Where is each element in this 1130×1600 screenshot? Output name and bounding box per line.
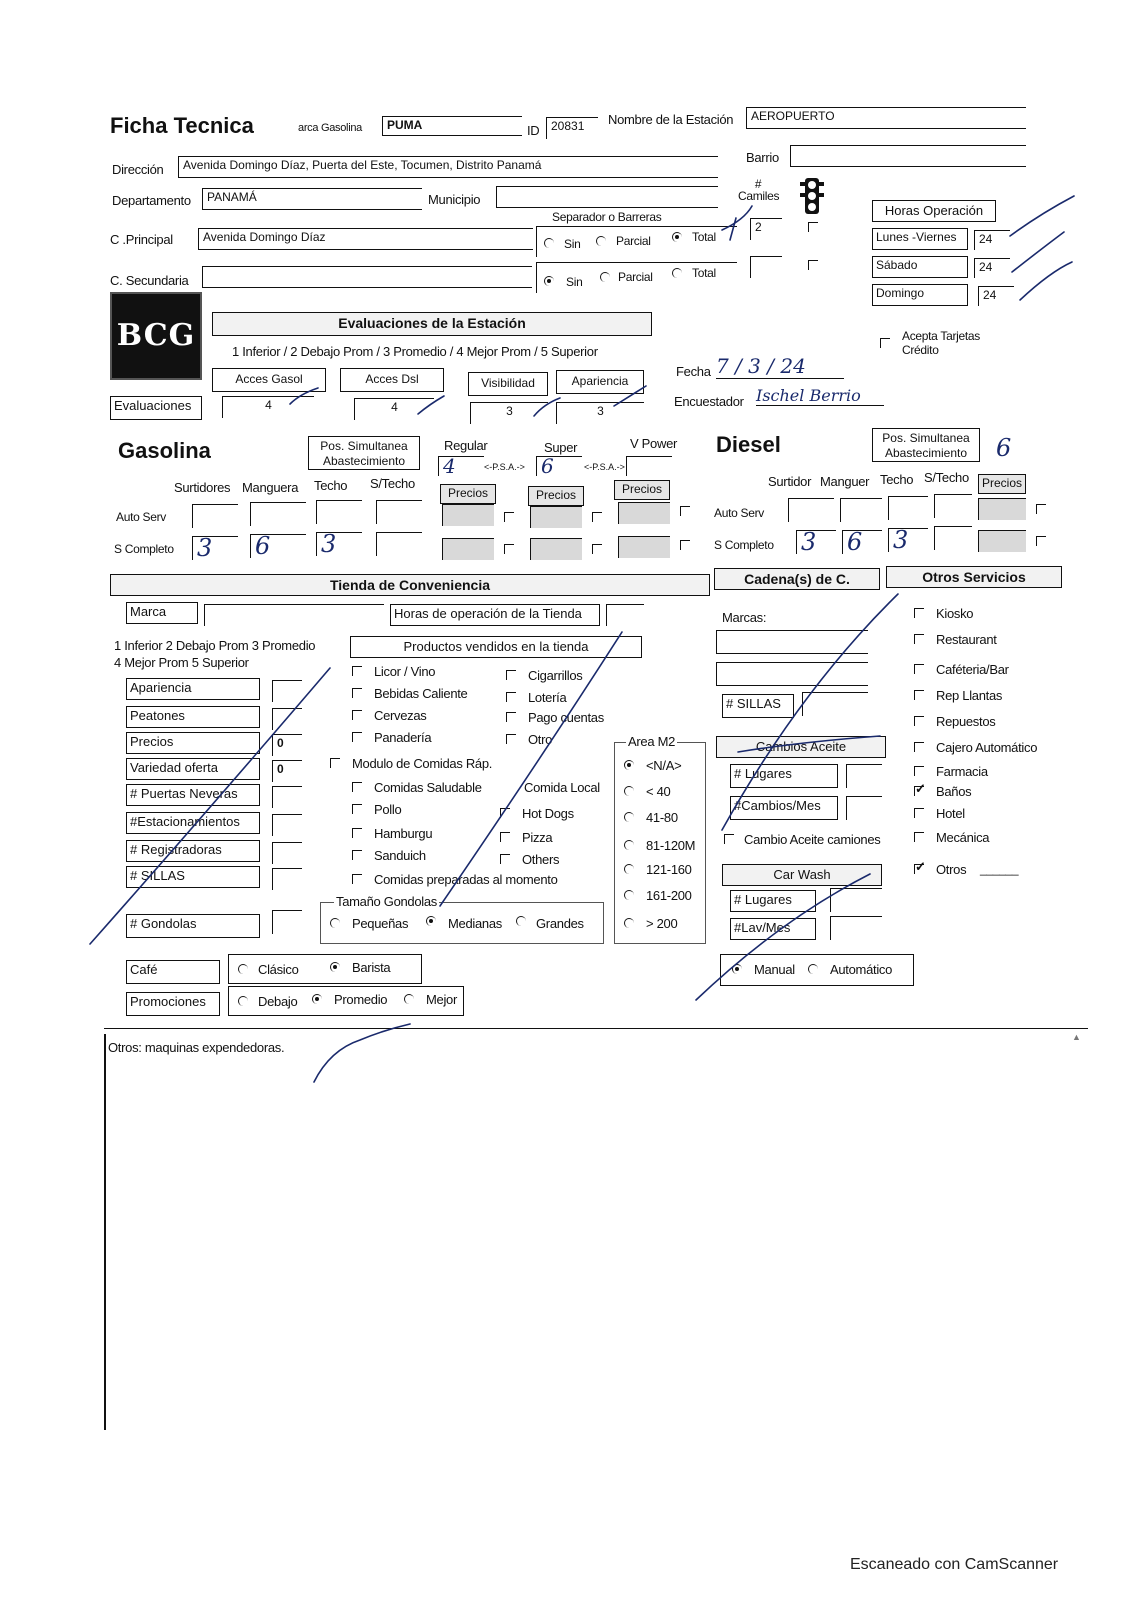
- camiles-label: # Camiles: [738, 177, 780, 203]
- cafe-barista-radio[interactable]: [330, 962, 340, 972]
- tienda-row-label: # SILLAS: [126, 866, 260, 888]
- carwash-automatico-label: Automático: [830, 962, 893, 977]
- tamano-grandes-radio[interactable]: [516, 916, 526, 926]
- sep1-total-radio[interactable]: [672, 232, 682, 242]
- sabado-field[interactable]: 24: [974, 258, 1010, 278]
- gas-techo-label: Techo: [314, 478, 348, 493]
- producto-checkbox[interactable]: [352, 710, 362, 720]
- comida-label: Pollo: [374, 802, 402, 817]
- vpower-pos-field[interactable]: [626, 456, 672, 476]
- tienda-row-value[interactable]: [272, 842, 302, 864]
- super-label: Super: [544, 440, 578, 455]
- productos-header: Productos vendidos en la tienda: [350, 636, 642, 658]
- gas-sc-precio-regular[interactable]: [442, 538, 494, 560]
- gas-sc-techo-value: 3: [321, 530, 337, 558]
- otros-servicio-checkbox[interactable]: [914, 608, 924, 618]
- cadenas-sillas-field[interactable]: [802, 692, 868, 716]
- tienda-row-value[interactable]: [272, 868, 302, 890]
- carwash-automatico-radio[interactable]: [808, 964, 818, 974]
- area-option-label: 121-160: [646, 862, 692, 877]
- direccion-label: Dirección: [112, 162, 164, 177]
- tienda-row-label: Variedad oferta: [126, 758, 260, 780]
- comida-label: Others: [522, 852, 560, 867]
- dsl-sc-techo-value: 3: [893, 526, 909, 554]
- aceite-cambios-mes-field[interactable]: [846, 796, 882, 820]
- tienda-row-value[interactable]: [272, 708, 302, 730]
- comida-label: Comidas Saludable: [374, 780, 482, 795]
- dsl-sc-stecho[interactable]: [934, 526, 972, 550]
- tienda-row-value[interactable]: [272, 814, 302, 836]
- promo-promedio-radio[interactable]: [312, 994, 322, 1004]
- comida-checkbox[interactable]: [500, 808, 510, 818]
- gas-sc-techo[interactable]: [316, 532, 362, 556]
- car-wash-header: Car Wash: [722, 864, 882, 886]
- gas-sc-vpower-checkbox[interactable]: [680, 540, 690, 550]
- comida-local-label: Comida Local: [524, 780, 600, 795]
- producto-label: Cigarrillos: [528, 668, 583, 683]
- evaluaciones-label: Evaluaciones: [110, 396, 202, 420]
- tamano-pequenas-label: Pequeñas: [352, 916, 409, 931]
- cafe-clasico-radio[interactable]: [238, 964, 248, 974]
- cafe-label: Café: [126, 960, 220, 984]
- sep1-sin-label: Sin: [564, 237, 581, 251]
- barrio-label: Barrio: [746, 150, 779, 165]
- tarjetas-line-2: Crédito: [902, 343, 939, 357]
- dsl-auto-checkbox[interactable]: [1036, 504, 1046, 514]
- comida-checkbox[interactable]: [352, 804, 362, 814]
- area-option-label: 161-200: [646, 888, 692, 903]
- sep1-parcial-radio[interactable]: [596, 236, 606, 246]
- tamano-grandes-label: Grandes: [536, 916, 584, 931]
- departamento-label: Departamento: [112, 193, 191, 208]
- tarjetas-line-1: Acepta Tarjetas: [902, 329, 980, 343]
- otros-servicios-header: Otros Servicios: [886, 566, 1062, 588]
- c-principal-field[interactable]: Avenida Domingo Díaz: [198, 228, 533, 250]
- gas-auto-stecho[interactable]: [376, 500, 422, 524]
- otros-servicio-label: Rep Llantas: [936, 688, 1003, 703]
- c-secundaria-label: C. Secundaria: [110, 273, 189, 288]
- dsl-auto-serv-label: Auto Serv: [714, 506, 764, 520]
- acepta-tarjetas-checkbox[interactable]: [880, 338, 890, 348]
- comida-label: Comidas preparadas al momento: [374, 872, 558, 887]
- dsl-auto-techo[interactable]: [888, 496, 928, 520]
- area-option-label: > 200: [646, 916, 678, 931]
- comida-checkbox[interactable]: [352, 874, 362, 884]
- cafe-barista-label: Barista: [352, 960, 391, 975]
- producto-label: Otro: [528, 732, 553, 747]
- gas-surtidores-label: Surtidores: [174, 480, 231, 495]
- gas-auto-surtidores[interactable]: [192, 504, 238, 528]
- domingo-label: Domingo: [872, 284, 968, 306]
- carwash-lav-mes-label: #Lav/Mes: [730, 918, 816, 940]
- super-pos-value: 6: [541, 454, 554, 478]
- otros-servicio-label: Kiosko: [936, 606, 974, 621]
- otros-servicio-label: Baños: [936, 784, 972, 799]
- dsl-auto-surtidor[interactable]: [788, 498, 834, 522]
- producto-checkbox[interactable]: [506, 670, 516, 680]
- regular-pos-field[interactable]: [438, 456, 484, 476]
- cadenas-header: Cadena(s) de C.: [714, 568, 880, 590]
- dsl-pos-line-1: Pos. Simultanea: [882, 431, 970, 445]
- tienda-marca-field[interactable]: [204, 604, 384, 626]
- comidas-modulo-checkbox[interactable]: [330, 758, 340, 768]
- carwash-lav-mes-field[interactable]: [830, 916, 882, 940]
- gasolina-title: Gasolina: [118, 438, 211, 463]
- gas-sc-surtidores[interactable]: [192, 536, 238, 560]
- camiles-field-1[interactable]: 2: [750, 218, 782, 240]
- tienda-marca-label: Marca: [126, 602, 198, 624]
- tienda-row-label: Apariencia: [126, 678, 260, 700]
- tienda-header: Tienda de Conveniencia: [110, 574, 710, 596]
- producto-checkbox[interactable]: [352, 732, 362, 742]
- direccion-field[interactable]: Avenida Domingo Díaz, Puerta del Este, Tocumen, Distrito Panamá: [178, 156, 718, 178]
- area-option-radio[interactable]: [624, 864, 634, 874]
- otros-servicio-label: Repuestos: [936, 714, 996, 729]
- dsl-sc-surtidor-value: 3: [801, 528, 817, 556]
- acces-gasol-header: Acces Gasol: [212, 368, 326, 392]
- tamano-medianas-radio[interactable]: [426, 916, 436, 926]
- aceite-camiones-checkbox[interactable]: [724, 834, 734, 844]
- promo-promedio-label: Promedio: [334, 992, 388, 1007]
- gondolas-label: # Gondolas: [126, 914, 260, 938]
- cadenas-marcas-label: Marcas:: [722, 610, 767, 625]
- sep1-total-label: Total: [692, 230, 716, 244]
- semaforo-checkbox-2[interactable]: [808, 260, 818, 270]
- cafe-clasico-label: Clásico: [258, 962, 299, 977]
- apariencia-field[interactable]: 3: [556, 402, 644, 424]
- area-option-radio[interactable]: [624, 760, 634, 770]
- comidas-modulo-label: Modulo de Comidas Ráp.: [352, 756, 493, 771]
- otros-servicio-checkbox[interactable]: [914, 634, 924, 644]
- sabado-label: Sábado: [872, 256, 968, 278]
- area-option-label: < 40: [646, 784, 671, 799]
- gas-sc-manguera[interactable]: [250, 534, 306, 558]
- area-option-radio[interactable]: [624, 786, 634, 796]
- dsl-manguer-label: Manguer: [820, 474, 870, 489]
- sep2-sin-label: Sin: [566, 275, 583, 289]
- bcg-logo: [110, 292, 202, 380]
- dsl-auto-stecho[interactable]: [934, 494, 972, 518]
- otros-servicio-label: Hotel: [936, 806, 965, 821]
- tienda-row-value[interactable]: [272, 680, 302, 702]
- notes-left-border: [104, 1034, 106, 1430]
- gas-auto-precio-vpower[interactable]: [618, 502, 670, 524]
- vpower-label: V Power: [630, 436, 678, 451]
- acces-dsl-field[interactable]: 4: [354, 398, 434, 420]
- area-option-label: 41-80: [646, 810, 678, 825]
- gas-manguera-label: Manguera: [242, 480, 299, 495]
- tienda-row-label: #Estacionamientos: [126, 812, 260, 834]
- gas-auto-precio-regular[interactable]: [442, 504, 494, 526]
- tienda-row-label: Precios: [126, 732, 260, 754]
- otros-servicio-checkbox[interactable]: [914, 832, 924, 842]
- area-option-label: <N/A>: [646, 758, 682, 773]
- visibilidad-field[interactable]: 3: [470, 402, 548, 424]
- comida-label: Sanduich: [374, 848, 426, 863]
- sep2-total-label: Total: [692, 266, 716, 280]
- tienda-row-value[interactable]: [272, 786, 302, 808]
- id-label: ID: [527, 123, 540, 138]
- promo-debajo-radio[interactable]: [238, 996, 248, 1006]
- otros-servicio-label: Caféteria/Bar: [936, 662, 1009, 677]
- acces-dsl-header: Acces Dsl: [340, 368, 444, 392]
- municipio-label: Municipio: [428, 192, 481, 207]
- carwash-lugares-label: # Lugares: [730, 890, 816, 912]
- gas-auto-techo[interactable]: [316, 500, 362, 524]
- acces-gasol-field[interactable]: 4: [222, 396, 314, 418]
- lunes-viernes-field[interactable]: 24: [974, 230, 1010, 250]
- dsl-auto-precio[interactable]: [978, 498, 1026, 520]
- gas-auto-regular-checkbox[interactable]: [504, 512, 514, 522]
- gas-stecho-label: S/Techo: [370, 476, 415, 491]
- producto-checkbox[interactable]: [506, 734, 516, 744]
- gas-auto-precio-super[interactable]: [530, 506, 582, 528]
- regular-label: Regular: [444, 438, 488, 453]
- area-option-radio[interactable]: [624, 890, 634, 900]
- carwash-lugares-field[interactable]: [830, 888, 882, 912]
- gas-sc-precio-super[interactable]: [530, 538, 582, 560]
- dsl-sc-checkbox[interactable]: [1036, 536, 1046, 546]
- tienda-row-value[interactable]: 0: [272, 734, 302, 756]
- otros-servicio-checkbox[interactable]: [914, 664, 924, 674]
- tienda-row-label: Peatones: [126, 706, 260, 728]
- gas-sc-stecho[interactable]: [376, 532, 422, 556]
- tienda-scale-2: 4 Mejor Prom 5 Superior: [114, 655, 249, 670]
- semaforo-checkbox-1[interactable]: [808, 222, 818, 232]
- otros-servicio-label: Restaurant: [936, 632, 997, 647]
- producto-checkbox[interactable]: [506, 692, 516, 702]
- departamento-field[interactable]: PANAMÁ: [202, 188, 422, 210]
- c-secundaria-field[interactable]: [202, 266, 532, 288]
- cadenas-sillas-label: # SILLAS: [722, 694, 794, 718]
- tamano-medianas-label: Medianas: [448, 916, 502, 931]
- comida-label: Hot Dogs: [522, 806, 574, 821]
- psa-1: <-P.S.A.->: [484, 462, 525, 472]
- otros-servicio-label: Mecánica: [936, 830, 990, 845]
- area-option-radio[interactable]: [624, 812, 634, 822]
- separador-label: Separador o Barreras: [552, 210, 662, 224]
- aceite-camiones-label: Cambio Aceite camiones: [744, 832, 881, 847]
- tienda-row-label: # Puertas Neveras: [126, 784, 260, 806]
- promo-mejor-label: Mejor: [426, 992, 458, 1007]
- fecha-label: Fecha: [676, 364, 711, 379]
- comida-label: Pizza: [522, 830, 553, 845]
- sep2-parcial-label: Parcial: [618, 270, 653, 284]
- comida-checkbox[interactable]: [352, 782, 362, 792]
- camscanner-watermark: Escaneado con CamScanner: [850, 1556, 1059, 1573]
- dsl-pos-line-2: Abastecimiento: [884, 446, 968, 460]
- dsl-sc-techo[interactable]: [888, 528, 928, 552]
- psa-2: <-P.S.A.->: [584, 462, 625, 472]
- tienda-row-label: # Registradoras: [126, 840, 260, 862]
- otros-servicio-checkbox[interactable]: [914, 786, 924, 796]
- comida-label: Hamburgu: [374, 826, 433, 841]
- comida-checkbox[interactable]: [500, 832, 510, 842]
- cadenas-marca-field-1[interactable]: [716, 630, 868, 654]
- super-pos-field[interactable]: [536, 456, 582, 476]
- dsl-surtidor-label: Surtidor: [768, 474, 812, 489]
- notes-text[interactable]: Otros: maquinas expendedoras.: [108, 1040, 285, 1055]
- promociones-label: Promociones: [126, 992, 220, 1016]
- otros-servicio-checkbox[interactable]: [914, 690, 924, 700]
- otros-servicio-label: Farmacia: [936, 764, 988, 779]
- dsl-sc-manguer[interactable]: [842, 530, 882, 554]
- gas-auto-serv-label: Auto Serv: [116, 510, 166, 524]
- otros-servicio-checkbox[interactable]: [914, 742, 924, 752]
- cambios-aceite-header: Cambios Aceite: [716, 736, 886, 758]
- producto-label: Panadería: [374, 730, 432, 745]
- producto-label: Pago cuentas: [528, 710, 604, 725]
- encuestador-value[interactable]: Ischel Berrio: [756, 386, 884, 406]
- gas-auto-super-checkbox[interactable]: [592, 512, 602, 522]
- otros-servicio-label: Otros: [936, 862, 967, 877]
- comida-checkbox[interactable]: [500, 854, 510, 864]
- otros-servicio-checkbox[interactable]: [914, 864, 924, 874]
- dsl-s-completo-label: S Completo: [714, 538, 774, 552]
- regular-pos-value: 4: [443, 454, 456, 478]
- barrio-field[interactable]: [790, 145, 1026, 167]
- producto-label: Cervezas: [374, 708, 427, 723]
- producto-checkbox[interactable]: [506, 712, 516, 722]
- nombre-field[interactable]: AEROPUERTO: [746, 107, 1026, 129]
- gas-sc-regular-checkbox[interactable]: [504, 544, 514, 554]
- page-title: Ficha Tecnica: [110, 113, 254, 138]
- gas-sc-surtidores-value: 3: [197, 534, 213, 562]
- producto-label: Bebidas Caliente: [374, 686, 468, 701]
- tienda-horas-field[interactable]: [606, 604, 644, 626]
- sep1-sin-radio[interactable]: [544, 238, 554, 248]
- dsl-precios-header: Precios: [978, 474, 1026, 494]
- evaluaciones-header: Evaluaciones de la Estación: [212, 312, 652, 336]
- comida-checkbox[interactable]: [352, 850, 362, 860]
- diesel-pos-simultanea: [872, 428, 980, 462]
- horas-operacion-header: Horas Operación: [872, 200, 996, 222]
- area-m2-title: Area M2: [628, 734, 676, 749]
- producto-label: Lotería: [528, 690, 567, 705]
- sep1-parcial-label: Parcial: [616, 234, 651, 248]
- id-field[interactable]: 20831: [546, 117, 598, 139]
- scroll-up-icon[interactable]: ▲: [1072, 1032, 1081, 1042]
- fecha-value[interactable]: 7 / 3 / 24: [716, 354, 844, 379]
- producto-checkbox[interactable]: [352, 666, 362, 676]
- marca-field[interactable]: PUMA: [382, 116, 522, 136]
- sep2-sin-radio[interactable]: [544, 276, 554, 286]
- dsl-stecho-label: S/Techo: [924, 470, 969, 485]
- sep2-parcial-radio[interactable]: [600, 272, 610, 282]
- otros-servicio-checkbox[interactable]: [914, 766, 924, 776]
- visibilidad-header: Visibilidad: [468, 372, 548, 396]
- gas-auto-vpower-checkbox[interactable]: [680, 506, 690, 516]
- gas-sc-super-checkbox[interactable]: [592, 544, 602, 554]
- tienda-scale-1: 1 Inferior 2 Debajo Prom 3 Promedio: [114, 638, 316, 653]
- dsl-sc-precio[interactable]: [978, 530, 1026, 552]
- gas-sc-manguera-value: 6: [255, 532, 271, 560]
- dsl-sc-manguer-value: 6: [847, 528, 863, 556]
- producto-label: Licor / Vino: [374, 664, 436, 679]
- marca-label: arca Gasolina: [298, 122, 362, 134]
- gas-auto-manguera[interactable]: [250, 502, 306, 526]
- notes-divider: [104, 1028, 1088, 1029]
- cadenas-marca-field-2[interactable]: [716, 662, 868, 686]
- bcg-logo-text: BCG: [116, 318, 196, 353]
- precios-super-header: Precios: [528, 486, 584, 506]
- otros-servicio-checkbox[interactable]: [914, 716, 924, 726]
- aceite-lugares-field[interactable]: [846, 764, 882, 788]
- precios-regular-header: Precios: [440, 484, 496, 504]
- promo-debajo-label: Debajo: [258, 994, 298, 1009]
- aceite-cambios-mes-label: #Cambios/Mes: [730, 796, 838, 820]
- otros-blank-line: ______: [980, 862, 1019, 876]
- carwash-manual-radio[interactable]: [732, 964, 742, 974]
- nombre-label: Nombre de la Estación: [608, 112, 734, 127]
- encuestador-label: Encuestador: [674, 394, 744, 409]
- area-option-label: 81-120M: [646, 838, 696, 853]
- diesel-title: Diesel: [716, 432, 781, 457]
- gas-s-completo-label: S Completo: [114, 542, 174, 556]
- traffic-light-icon: [800, 178, 824, 214]
- otros-servicio-checkbox[interactable]: [914, 808, 924, 818]
- lunes-viernes-label: Lunes -Viernes: [872, 228, 968, 250]
- gas-sc-precio-vpower[interactable]: [618, 536, 670, 558]
- camiles-field-2[interactable]: [750, 256, 782, 278]
- domingo-field[interactable]: 24: [978, 286, 1014, 306]
- sep2-total-radio[interactable]: [672, 268, 682, 278]
- c-principal-label: C .Principal: [110, 232, 173, 247]
- otros-servicio-label: Cajero Automático: [936, 740, 1038, 755]
- comida-checkbox[interactable]: [352, 828, 362, 838]
- dsl-sc-surtidor[interactable]: [796, 530, 836, 554]
- gondolas-field[interactable]: [272, 910, 302, 934]
- producto-checkbox[interactable]: [352, 688, 362, 698]
- area-option-radio[interactable]: [624, 840, 634, 850]
- apariencia-header: Apariencia: [556, 370, 644, 394]
- dsl-auto-manguer[interactable]: [840, 498, 882, 522]
- tienda-row-value[interactable]: 0: [272, 760, 302, 782]
- tamano-pequenas-radio[interactable]: [330, 918, 340, 928]
- tamano-gondolas-title: Tamaño Gondolas: [336, 894, 438, 909]
- gas-pos-line-1: Pos. Simultanea: [320, 439, 408, 453]
- diesel-pos-value[interactable]: 6: [996, 434, 1012, 462]
- carwash-manual-label: Manual: [754, 962, 795, 977]
- aceite-lugares-label: # Lugares: [730, 764, 838, 788]
- evaluaciones-scale: 1 Inferior / 2 Debajo Prom / 3 Promedio / 4 Mejor Prom / 5 Superior: [232, 344, 598, 359]
- gasolina-pos-simultanea: [308, 436, 420, 470]
- tienda-horas-label: Horas de operación de la Tienda: [390, 604, 600, 626]
- acepta-tarjetas-label: [902, 329, 980, 357]
- area-option-radio[interactable]: [624, 918, 634, 928]
- precios-vpower-header: Precios: [614, 480, 670, 500]
- dsl-techo-label: Techo: [880, 472, 914, 487]
- promo-mejor-radio[interactable]: [404, 994, 414, 1004]
- gas-pos-line-2: Abastecimiento: [322, 454, 406, 468]
- municipio-field[interactable]: [496, 186, 718, 208]
